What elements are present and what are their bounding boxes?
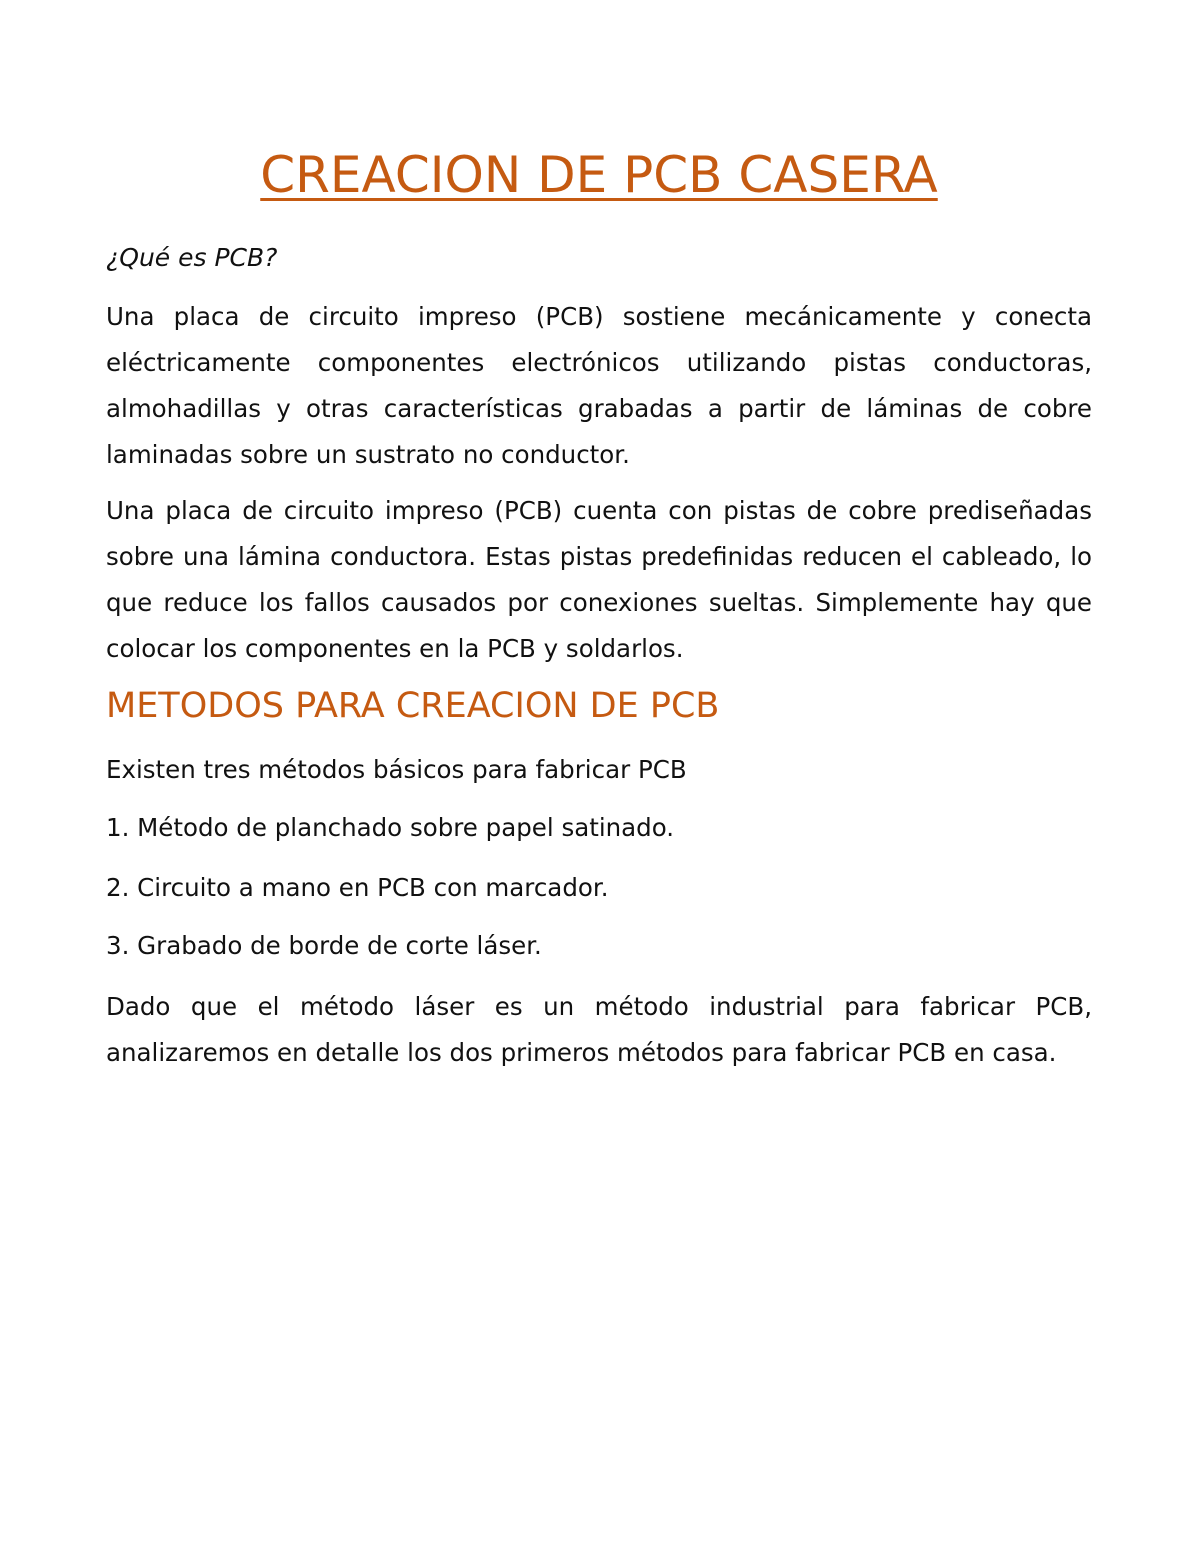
question-heading: ¿Qué es PCB? [106, 243, 278, 272]
method-item-3: 3. Grabado de borde de corte láser. [106, 931, 542, 960]
document-page [106, 0, 1092, 1553]
paragraph-conclusion: Dado que el método láser es un método industrial para fabricar PCB, analizaremos en detalle los dos primeros métodos para fabricar PCB en casa. [106, 992, 1092, 1067]
paragraph-definition: Una placa de circuito impreso (PCB) sostiene mecánicamente y conecta eléctricamente componentes electrónicos utilizando pistas conductoras, almohadillas y otras características grabadas a partir de láminas de cobre laminadas sobre un sustrato no conductor. [106, 302, 1092, 469]
method-item-2: 2. Circuito a mano en PCB con marcador. [106, 873, 609, 902]
paragraph-description: Una placa de circuito impreso (PCB) cuenta con pistas de cobre prediseñadas sobre una lámina conductora. Estas pistas predefinidas reducen el cableado, lo que reduce los fallos causados por conexiones sueltas. Simplemente hay que colocar los componentes en la PCB y soldarlos. [106, 496, 1092, 663]
section-heading-methods: METODOS PARA CREACION DE PCB [106, 686, 720, 726]
method-item-1: 1. Método de planchado sobre papel satinado. [106, 813, 675, 842]
document-title [106, 140, 1092, 210]
methods-intro: Existen tres métodos básicos para fabricar PCB [106, 755, 687, 784]
document-title-text: CREACION DE PCB CASERA [260, 146, 938, 204]
